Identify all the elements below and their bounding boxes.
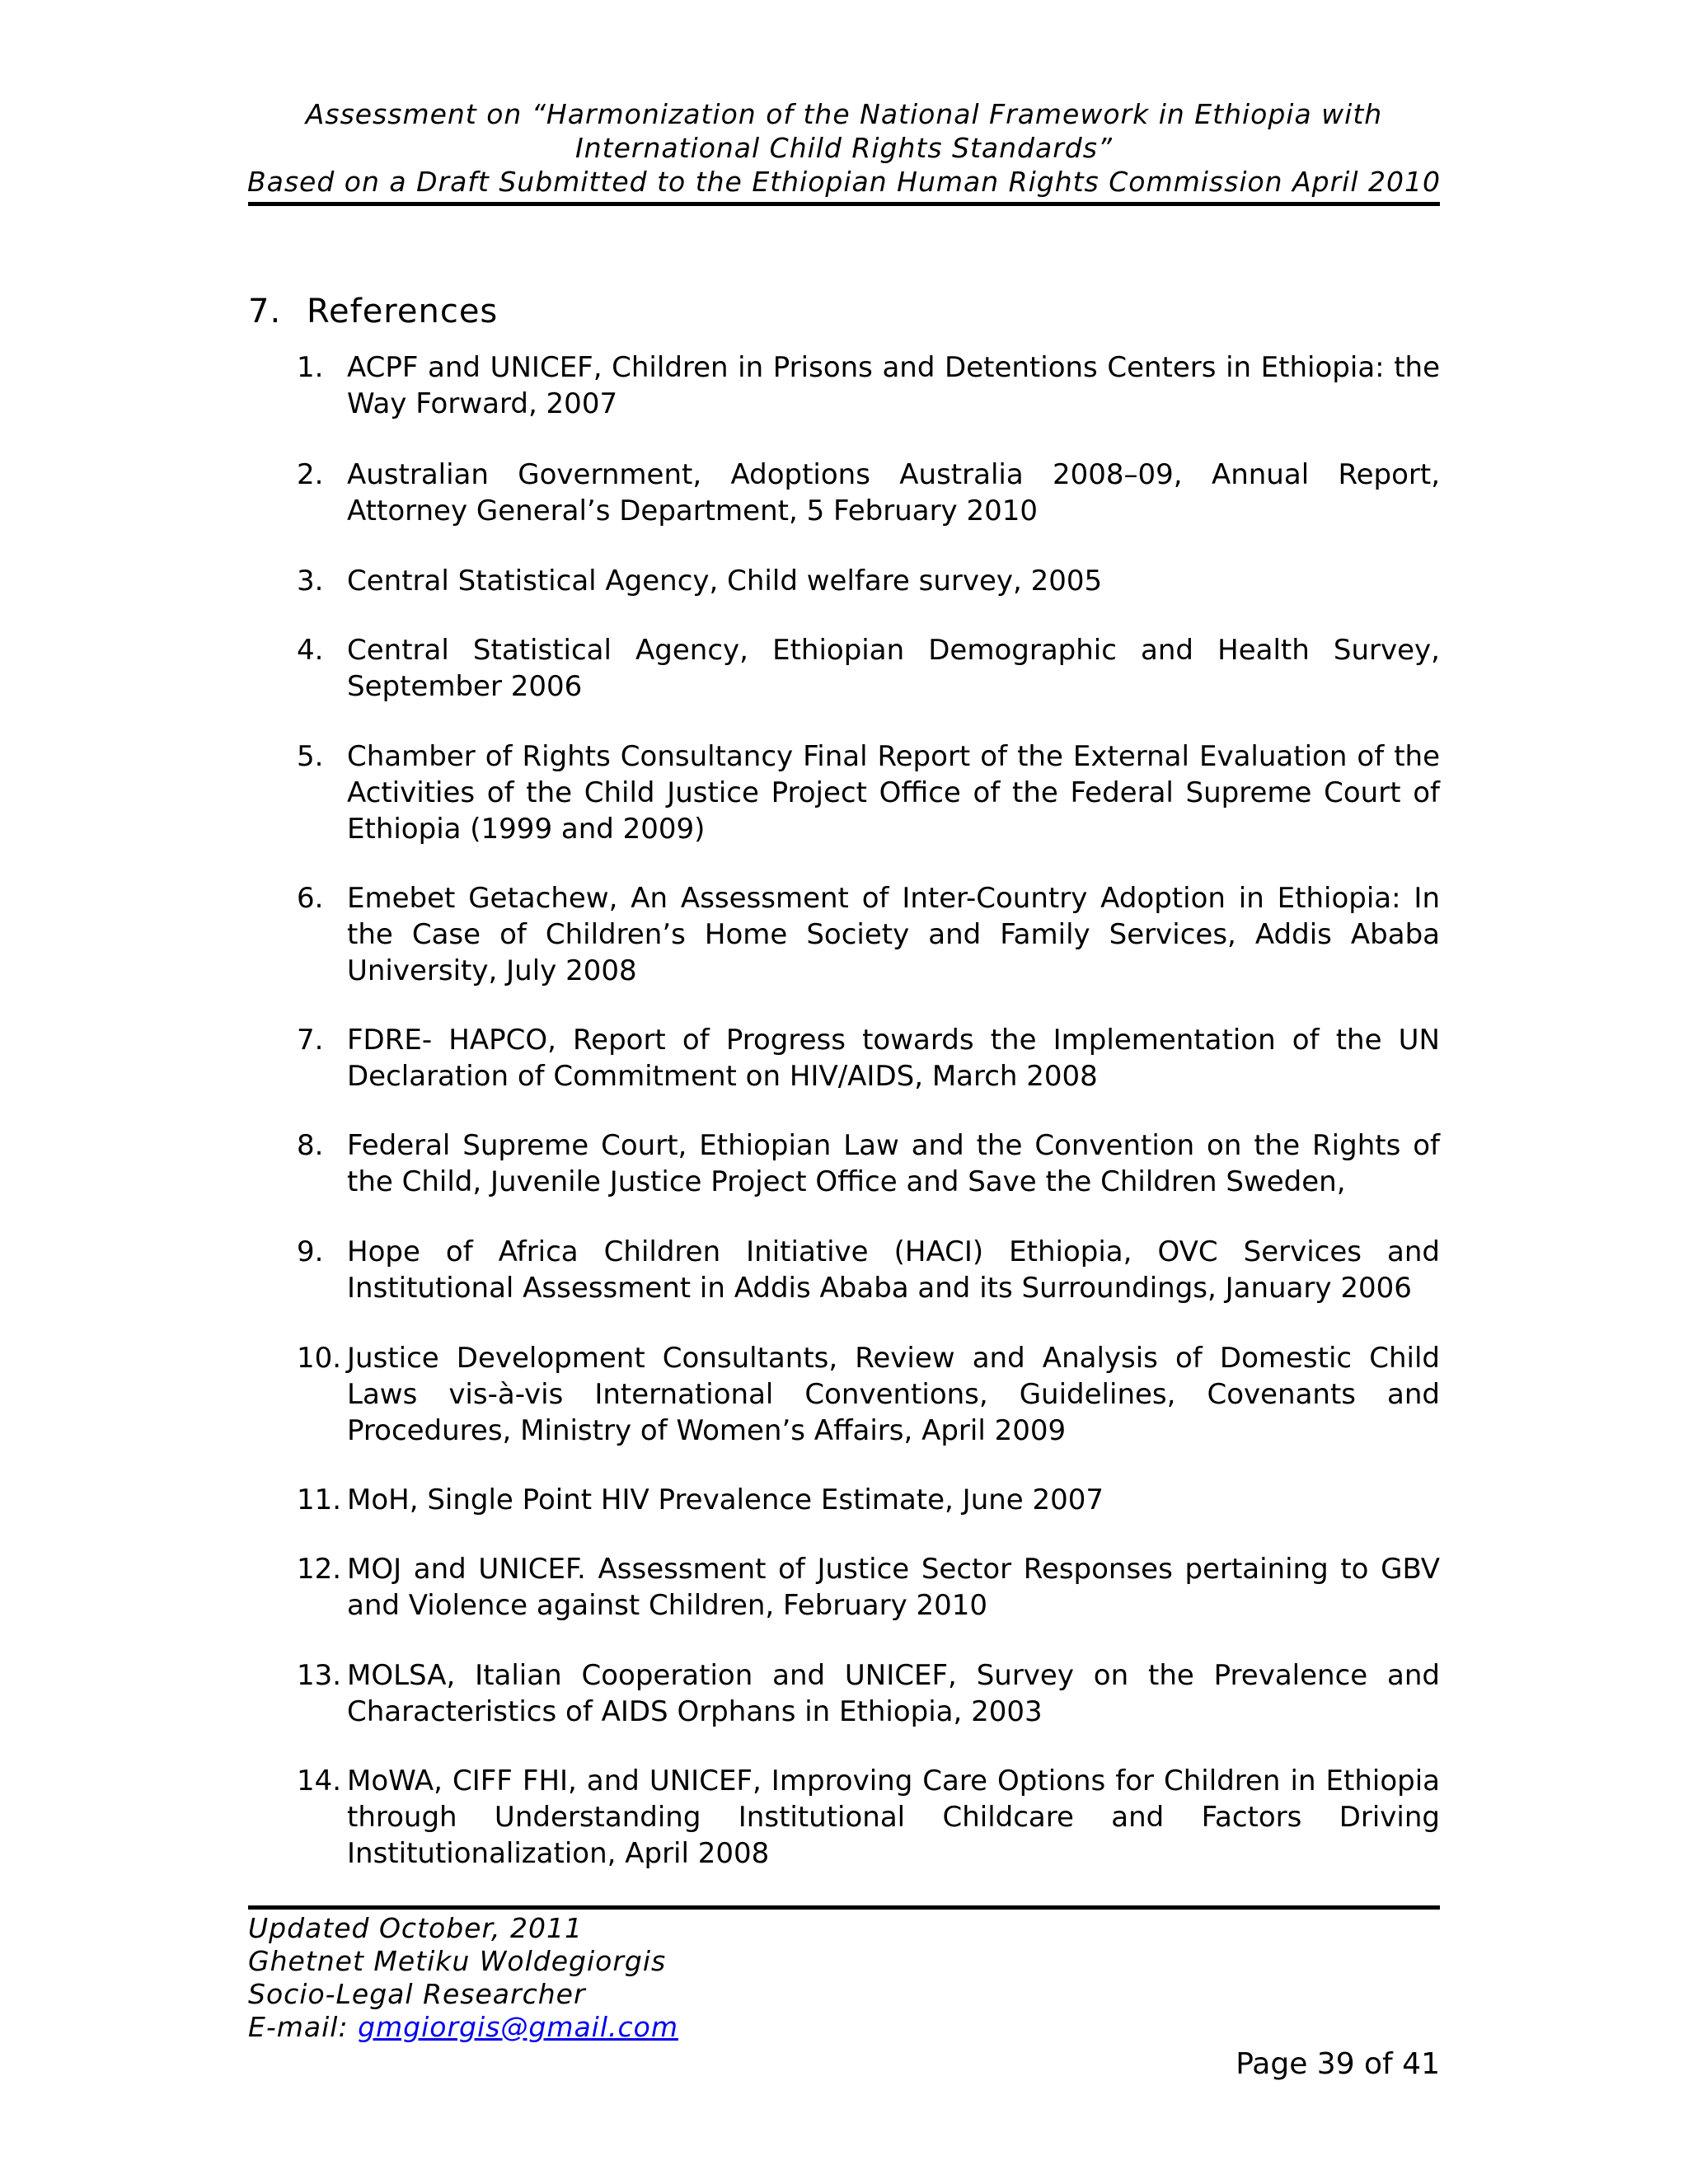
reference-number: 2. (297, 458, 324, 491)
reference-item (297, 738, 1440, 847)
footer-email-label: E-mail: (248, 2011, 349, 2043)
header-line-3: Based on a Draft Submitted to the Ethiopian Human Rights Commission April 2010 (247, 166, 1441, 198)
page-number: Page 39 of 41 (1236, 2047, 1440, 2081)
reference-text: ACPF and UNICEF, Children in Prisons and Detentions Centers in Ethiopia: the Way Forward, 2007 (347, 351, 1440, 420)
footer-email-row (248, 2011, 678, 2044)
reference-item (297, 880, 1440, 989)
reference-item (297, 1482, 1440, 1518)
reference-item (297, 1340, 1440, 1449)
footer-updated: Updated October, 2011 (248, 1912, 583, 1944)
header-divider (248, 202, 1440, 206)
footer-divider (248, 1905, 1440, 1910)
reference-text: MOJ and UNICEF. Assessment of Justice Sector Responses pertaining to GBV and Violence against Children, February 2010 (347, 1553, 1440, 1622)
reference-text: Central Statistical Agency, Ethiopian Demographic and Health Survey, September 2006 (347, 634, 1440, 703)
reference-item (297, 563, 1440, 599)
reference-number: 4. (297, 634, 324, 667)
reference-number: 13. (297, 1659, 342, 1692)
reference-item (297, 632, 1440, 705)
reference-text: Australian Government, Adoptions Australia 2008–09, Annual Report, Attorney General’s Department, 5 February 2010 (347, 458, 1440, 527)
reference-text: Emebet Getachew, An Assessment of Inter-Country Adoption in Ethiopia: In the Case of Children’s Home Society and Family Services, Addis Ababa University, July 2008 (347, 882, 1440, 987)
reference-text: MoH, Single Point HIV Prevalence Estimate, June 2007 (347, 1483, 1104, 1516)
reference-item (297, 1551, 1440, 1624)
reference-text: FDRE- HAPCO, Report of Progress towards the Implementation of the UN Declaration of Commitment on HIV/AIDS, March 2008 (347, 1024, 1440, 1093)
reference-text: Federal Supreme Court, Ethiopian Law and the Convention on the Rights of the Child, Juvenile Justice Project Office and Save the Children Sweden, (347, 1129, 1440, 1198)
reference-item (297, 349, 1440, 422)
footer-role: Socio-Legal Researcher (248, 1978, 586, 2010)
reference-text: Hope of Africa Children Initiative (HACI) Ethiopia, OVC Services and Institutional Assessment in Addis Ababa and its Surroundings, January 2006 (347, 1235, 1440, 1305)
section-number: 7. (248, 293, 282, 330)
header-line-2: International Child Rights Standards” (575, 132, 1113, 164)
reference-number: 7. (297, 1024, 324, 1057)
reference-item (297, 1022, 1440, 1094)
reference-item (297, 457, 1440, 529)
email-link[interactable]: gmgiorgis@gmail.com (358, 2011, 678, 2043)
footer-author: Ghetnet Metiku Woldegiorgis (248, 1945, 667, 1977)
section-heading (248, 290, 498, 333)
section-title: References (307, 293, 499, 330)
reference-number: 9. (297, 1235, 324, 1268)
reference-item (297, 1234, 1440, 1306)
reference-number: 8. (297, 1129, 324, 1162)
footer-block (248, 1912, 678, 2044)
reference-number: 12. (297, 1553, 342, 1586)
reference-item (297, 1127, 1440, 1200)
reference-number: 3. (297, 565, 324, 598)
reference-number: 14. (297, 1765, 342, 1797)
header-line-1: Assessment on “Harmonization of the National Framework in Ethiopia with (305, 98, 1383, 130)
reference-number: 10. (297, 1342, 342, 1375)
reference-item (297, 1763, 1440, 1872)
reference-text: Justice Development Consultants, Review and Analysis of Domestic Child Laws vis-à-vis International Conventions, Guidelines, Covenants and Procedures, Ministry of Women’s Affairs, April 2009 (347, 1342, 1440, 1447)
reference-text: Chamber of Rights Consultancy Final Report of the External Evaluation of the Activities of the Child Justice Project Office of the Federal Supreme Court of Ethiopia (1999 and 2009) (347, 740, 1440, 846)
reference-text: MOLSA, Italian Cooperation and UNICEF, Survey on the Prevalence and Characteristics of AIDS Orphans in Ethiopia, 2003 (347, 1659, 1440, 1728)
reference-item (297, 1657, 1440, 1730)
reference-number: 11. (297, 1483, 342, 1516)
reference-number: 6. (297, 882, 324, 915)
reference-text: Central Statistical Agency, Child welfare survey, 2005 (347, 565, 1103, 598)
reference-text: MoWA, CIFF FHI, and UNICEF, Improving Care Options for Children in Ethiopia through Understanding Institutional Childcare and Factors Driving Institutionalization, April 2008 (347, 1765, 1440, 1870)
reference-number: 1. (297, 351, 324, 384)
running-header (247, 97, 1441, 199)
reference-number: 5. (297, 740, 324, 773)
